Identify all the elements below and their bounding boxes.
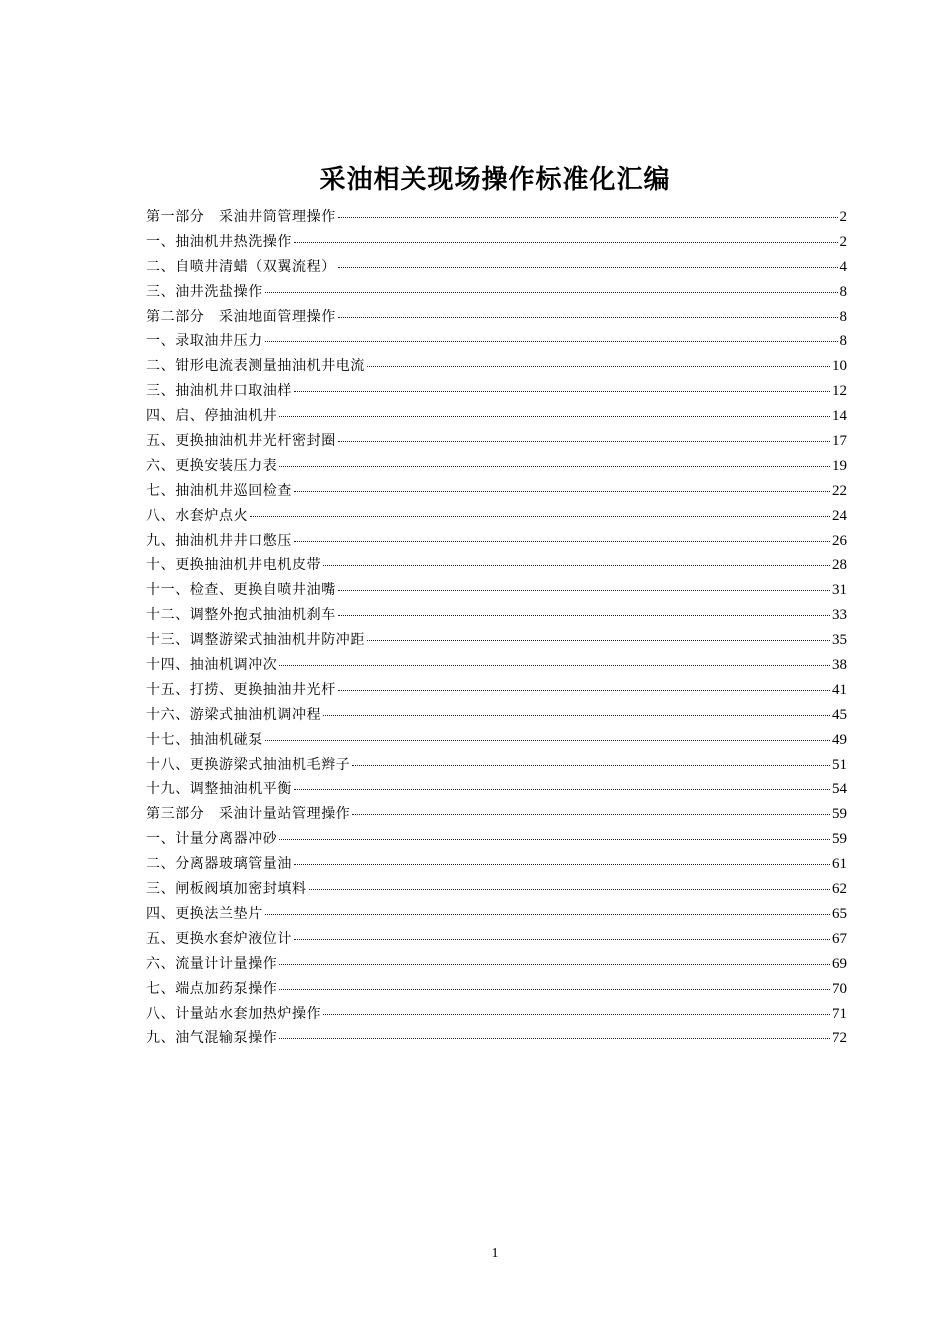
toc-entry-page: 71 — [832, 1005, 847, 1022]
toc-entry-label: 五、更换抽油机井光杆密封圈 — [146, 433, 336, 450]
toc-entry-label: 十六、游梁式抽油机调冲程 — [146, 706, 322, 723]
toc-entry[interactable] — [146, 777, 847, 802]
toc-entry-page: 28 — [832, 557, 847, 574]
toc-entry-label: 第二部分 采油地面管理操作 — [146, 308, 336, 325]
toc-dot-leader — [338, 217, 838, 218]
toc-entry-label: 二、钳形电流表测量抽油机井电流 — [146, 358, 365, 375]
toc-entry-page: 59 — [832, 806, 847, 823]
toc-dot-leader — [338, 441, 830, 442]
toc-entry-label: 三、油井洗盐操作 — [146, 283, 263, 300]
toc-entry-page: 69 — [832, 955, 847, 972]
toc-entry[interactable] — [146, 205, 847, 230]
toc-entry-page: 22 — [832, 482, 847, 499]
toc-entry-page: 14 — [832, 408, 847, 425]
toc-dot-leader — [265, 914, 830, 915]
toc-entry[interactable] — [146, 280, 847, 305]
toc-entry-page: 61 — [832, 856, 847, 873]
toc-entry-label: 十七、抽油机碰泵 — [146, 731, 263, 748]
toc-entry-page: 45 — [832, 706, 847, 723]
toc-entry-page: 12 — [832, 383, 847, 400]
toc-entry[interactable] — [146, 404, 847, 429]
toc-dot-leader — [279, 416, 830, 417]
toc-entry[interactable] — [146, 827, 847, 852]
toc-entry[interactable] — [146, 1002, 847, 1027]
toc-entry[interactable] — [146, 379, 847, 404]
toc-entry-page: 54 — [832, 781, 847, 798]
toc-entry[interactable] — [146, 927, 847, 952]
toc-entry-page: 24 — [832, 507, 847, 524]
toc-dot-leader — [294, 939, 830, 940]
toc-dot-leader — [294, 391, 830, 392]
toc-entry-page: 35 — [832, 632, 847, 649]
toc-entry[interactable] — [146, 578, 847, 603]
toc-entry-label: 九、抽油机井井口憋压 — [146, 532, 292, 549]
toc-dot-leader — [250, 516, 830, 517]
toc-entry[interactable] — [146, 728, 847, 753]
toc-entry-page: 51 — [832, 756, 847, 773]
page-number: 1 — [491, 1246, 499, 1261]
toc-entry-label: 十五、打捞、更换抽油井光杆 — [146, 681, 336, 698]
toc-dot-leader — [338, 317, 838, 318]
toc-dot-leader — [294, 789, 830, 790]
toc-entry-label: 第三部分 采油计量站管理操作 — [146, 806, 351, 823]
toc-dot-leader — [338, 267, 838, 268]
toc-entry-page: 4 — [839, 258, 847, 275]
toc-entry-page: 72 — [832, 1030, 847, 1047]
toc-entry[interactable] — [146, 504, 847, 529]
toc-entry-label: 三、抽油机井口取油样 — [146, 383, 292, 400]
toc-entry[interactable] — [146, 529, 847, 554]
toc-entry[interactable] — [146, 1026, 847, 1051]
toc-entry-label: 九、油气混输泵操作 — [146, 1030, 278, 1047]
toc-entry[interactable] — [146, 877, 847, 902]
toc-entry-label: 十一、检查、更换自喷井油嘴 — [146, 582, 336, 599]
toc-dot-leader — [294, 541, 830, 542]
toc-dot-leader — [338, 690, 830, 691]
toc-entry[interactable] — [146, 255, 847, 280]
toc-entry-page: 70 — [832, 980, 847, 997]
toc-entry-label: 十三、调整游梁式抽油机井防冲距 — [146, 632, 365, 649]
toc-entry-page: 59 — [832, 831, 847, 848]
toc-entry-page: 41 — [832, 681, 847, 698]
toc-entry-page: 2 — [839, 233, 847, 250]
toc-dot-leader — [352, 814, 830, 815]
toc-entry-label: 十、更换抽油机井电机皮带 — [146, 557, 322, 574]
toc-entry-label: 三、闸板阀填加密封填料 — [146, 881, 307, 898]
toc-entry-page: 65 — [832, 905, 847, 922]
toc-entry-label: 十八、更换游梁式抽油机毛辫子 — [146, 756, 351, 773]
toc-entry-label: 十四、抽油机调冲次 — [146, 657, 278, 674]
toc-entry-label: 四、更换法兰垫片 — [146, 905, 263, 922]
toc-entry-page: 19 — [832, 457, 847, 474]
toc-dot-leader — [323, 715, 830, 716]
toc-entry[interactable] — [146, 603, 847, 628]
toc-entry-label: 一、抽油机井热洗操作 — [146, 233, 292, 250]
toc-entry-page: 10 — [832, 358, 847, 375]
toc-entry[interactable] — [146, 977, 847, 1002]
toc-entry-page: 49 — [832, 731, 847, 748]
toc-entry-label: 八、计量站水套加热炉操作 — [146, 1005, 322, 1022]
toc-dot-leader — [323, 565, 830, 566]
toc-dot-leader — [294, 242, 838, 243]
document-title: 采油相关现场操作标准化汇编 — [319, 165, 671, 195]
toc-dot-leader — [294, 491, 830, 492]
toc-dot-leader — [265, 292, 838, 293]
toc-dot-leader — [352, 765, 830, 766]
toc-dot-leader — [279, 466, 830, 467]
toc-entry-page: 17 — [832, 433, 847, 450]
toc-entry[interactable] — [146, 329, 847, 354]
toc-entry-page: 26 — [832, 532, 847, 549]
toc-entry-label: 二、自喷井清蜡（双翼流程） — [146, 258, 336, 275]
toc-entry[interactable] — [146, 852, 847, 877]
toc-dot-leader — [279, 964, 830, 965]
toc-entry-label: 八、水套炉点火 — [146, 507, 249, 524]
toc-dot-leader — [265, 341, 838, 342]
toc-entry[interactable] — [146, 553, 847, 578]
table-of-contents — [146, 205, 847, 1051]
toc-entry[interactable] — [146, 802, 847, 827]
toc-entry-label: 四、启、停抽油机井 — [146, 408, 278, 425]
toc-dot-leader — [294, 864, 830, 865]
toc-dot-leader — [323, 1014, 830, 1015]
toc-entry-label: 七、抽油机井巡回检查 — [146, 482, 292, 499]
toc-entry-page: 38 — [832, 657, 847, 674]
toc-dot-leader — [338, 615, 830, 616]
toc-entry-page: 31 — [832, 582, 847, 599]
toc-dot-leader — [338, 590, 830, 591]
toc-entry[interactable] — [146, 703, 847, 728]
toc-entry[interactable] — [146, 653, 847, 678]
toc-dot-leader — [279, 1038, 830, 1039]
toc-entry[interactable] — [146, 305, 847, 330]
toc-entry-label: 十二、调整外抱式抽油机刹车 — [146, 607, 336, 624]
toc-entry[interactable] — [146, 753, 847, 778]
toc-entry[interactable] — [146, 354, 847, 379]
toc-entry[interactable] — [146, 454, 847, 479]
toc-entry[interactable] — [146, 902, 847, 927]
toc-entry-page: 8 — [839, 308, 847, 325]
toc-dot-leader — [279, 665, 830, 666]
toc-entry-label: 第一部分 采油井筒管理操作 — [146, 209, 336, 225]
toc-entry-page: 8 — [839, 333, 847, 350]
toc-entry-label: 七、端点加药泵操作 — [146, 980, 278, 997]
toc-entry-page: 8 — [839, 283, 847, 300]
toc-entry-label: 一、计量分离器冲砂 — [146, 831, 278, 848]
toc-dot-leader — [265, 740, 830, 741]
toc-entry-label: 二、分离器玻璃管量油 — [146, 856, 292, 873]
toc-dot-leader — [367, 366, 830, 367]
toc-dot-leader — [279, 839, 830, 840]
toc-dot-leader — [309, 889, 830, 890]
toc-entry-page: 33 — [832, 607, 847, 624]
toc-entry-page: 67 — [832, 930, 847, 947]
toc-entry-page: 2 — [839, 209, 847, 225]
toc-entry-label: 一、录取油井压力 — [146, 333, 263, 350]
toc-entry-label: 六、流量计计量操作 — [146, 955, 278, 972]
toc-dot-leader — [367, 640, 830, 641]
toc-entry[interactable] — [146, 952, 847, 977]
toc-entry[interactable] — [146, 479, 847, 504]
toc-dot-leader — [279, 989, 830, 990]
toc-entry[interactable] — [146, 429, 847, 454]
toc-entry[interactable] — [146, 230, 847, 255]
toc-entry[interactable] — [146, 628, 847, 653]
toc-entry-label: 六、更换安装压力表 — [146, 457, 278, 474]
toc-entry-page: 62 — [832, 881, 847, 898]
toc-entry-label: 十九、调整抽油机平衡 — [146, 781, 292, 798]
toc-entry[interactable] — [146, 678, 847, 703]
toc-entry-label: 五、更换水套炉液位计 — [146, 930, 292, 947]
